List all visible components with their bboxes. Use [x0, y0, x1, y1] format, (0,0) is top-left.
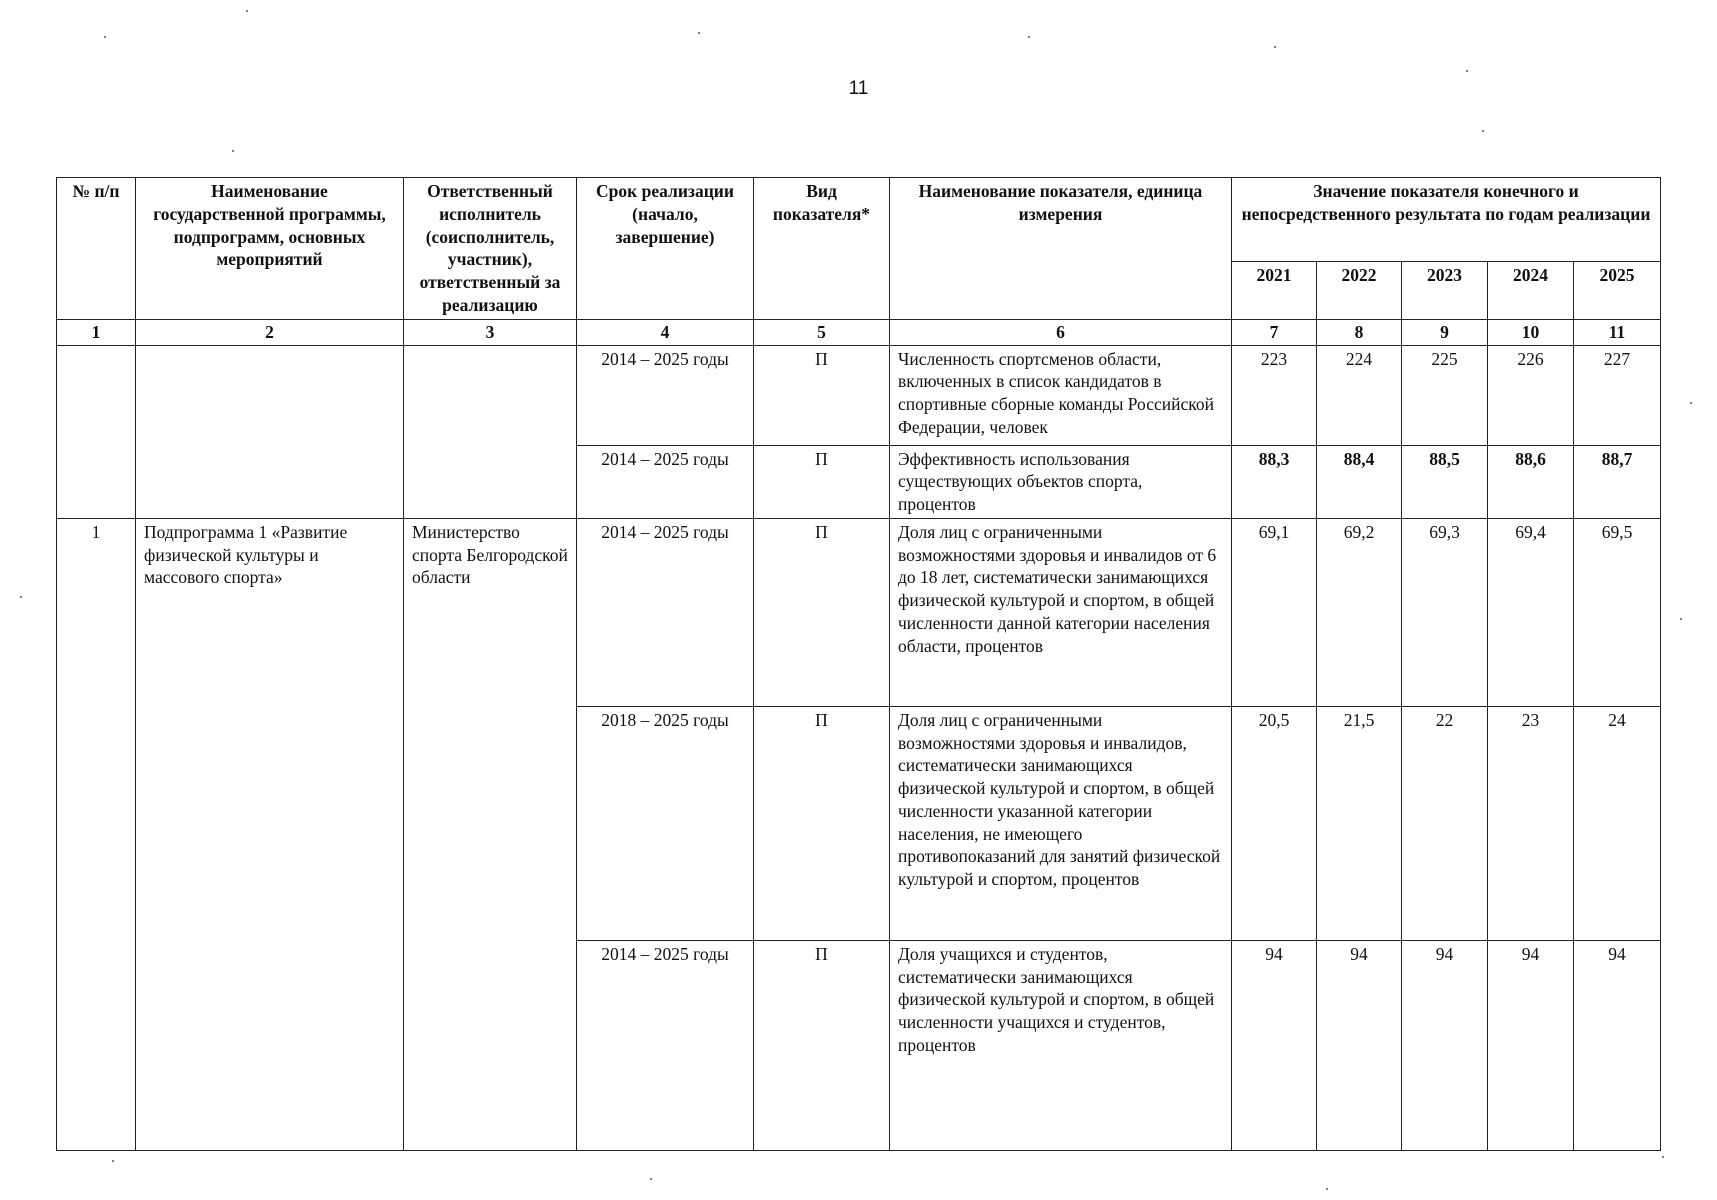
cell-num: 1: [57, 518, 136, 1150]
cell-indicator-name: Доля лиц с ограниченными возможностями здоровья и инвалидов от 6 до 18 лет, систематически занимающихся физической культурой и спортом, в общей численности данной категории населения области, процентов: [890, 518, 1232, 706]
cell-value: 94: [1574, 940, 1661, 1150]
cell-value: 88,6: [1488, 445, 1574, 518]
column-number: 3: [404, 319, 577, 345]
cell-value: 23: [1488, 706, 1574, 940]
header-year: 2022: [1317, 261, 1402, 319]
cell-indicator-name: Доля учащихся и студентов, систематически занимающихся физической культурой и спортом, в общей численности учащихся и студентов, процентов: [890, 940, 1232, 1150]
header-year: 2024: [1488, 261, 1574, 319]
scan-speck: [104, 36, 106, 38]
scan-speck: [1690, 402, 1692, 404]
cell-term: 2014 – 2025 годы: [577, 445, 754, 518]
column-number: 2: [136, 319, 404, 345]
cell-term: 2018 – 2025 годы: [577, 706, 754, 940]
header-indicator-type: Вид показателя*: [754, 178, 890, 320]
cell-term: 2014 – 2025 годы: [577, 518, 754, 706]
cell-indicator-name: Доля лиц с ограниченными возможностями здоровья и инвалидов, систематически занимающихся физической культурой и спортом, в общей численности указанной категории населения, не имеющего противопоказаний для занятий физической культурой и спортом, процентов: [890, 706, 1232, 940]
cell-value: 69,3: [1402, 518, 1488, 706]
cell-indicator-type: П: [754, 518, 890, 706]
cell-value: 20,5: [1232, 706, 1317, 940]
cell-value: 227: [1574, 345, 1661, 445]
cell-num: [57, 345, 136, 518]
header-term: Срок реализации (начало, завершение): [577, 178, 754, 320]
header-executor: Ответственный исполнитель (соисполнитель, участник), ответственный за реализацию: [404, 178, 577, 320]
cell-value: 69,4: [1488, 518, 1574, 706]
cell-value: 69,1: [1232, 518, 1317, 706]
cell-executor: [404, 345, 577, 518]
cell-value: 21,5: [1317, 706, 1402, 940]
cell-value: 88,5: [1402, 445, 1488, 518]
column-numbers-row: [57, 319, 1661, 345]
scan-speck: [1274, 46, 1276, 48]
column-number: 1: [57, 319, 136, 345]
column-number: 5: [754, 319, 890, 345]
scan-speck: [1466, 70, 1468, 72]
scan-speck: [20, 596, 22, 598]
cell-value: 226: [1488, 345, 1574, 445]
cell-value: 223: [1232, 345, 1317, 445]
column-number: 8: [1317, 319, 1402, 345]
cell-executor: Министерство спорта Белгородской области: [404, 518, 577, 1150]
header-year: 2023: [1402, 261, 1488, 319]
cell-value: 94: [1317, 940, 1402, 1150]
cell-value: 88,3: [1232, 445, 1317, 518]
header-program-name: Наименование государственной программы, подпрограмм, основных мероприятий: [136, 178, 404, 320]
column-number: 7: [1232, 319, 1317, 345]
header-values-group: Значение показателя конечного и непосредственного результата по годам реализации: [1232, 178, 1661, 262]
header-indicator-name: Наименование показателя, единица измерения: [890, 178, 1232, 320]
scan-speck: [698, 32, 700, 34]
cell-value: 88,7: [1574, 445, 1661, 518]
scan-speck: [1326, 1188, 1328, 1190]
cell-indicator-type: П: [754, 940, 890, 1150]
cell-indicator-name: Эффективность использования существующих объектов спорта, процентов: [890, 445, 1232, 518]
cell-term: 2014 – 2025 годы: [577, 940, 754, 1150]
scan-speck: [112, 1160, 114, 1162]
indicators-table: [56, 177, 1661, 1151]
header-row: [57, 178, 1661, 262]
page-number: 11: [848, 78, 869, 99]
cell-program-name: [136, 345, 404, 518]
cell-value: 94: [1402, 940, 1488, 1150]
scan-speck: [1680, 618, 1682, 620]
header-year: 2025: [1574, 261, 1661, 319]
cell-value: 94: [1232, 940, 1317, 1150]
header-year: 2021: [1232, 261, 1317, 319]
column-number: 4: [577, 319, 754, 345]
cell-indicator-type: П: [754, 706, 890, 940]
table-row: [57, 518, 1661, 706]
scan-speck: [1482, 130, 1484, 132]
scan-speck: [246, 10, 248, 12]
cell-program-name: Подпрограмма 1 «Развитие физической культуры и массового спорта»: [136, 518, 404, 1150]
table-row: [57, 345, 1661, 445]
cell-value: 69,5: [1574, 518, 1661, 706]
cell-indicator-name: Численность спортсменов области, включенных в список кандидатов в спортивные сборные команды Российской Федерации, человек: [890, 345, 1232, 445]
cell-value: 69,2: [1317, 518, 1402, 706]
scan-speck: [650, 1178, 652, 1180]
cell-value: 88,4: [1317, 445, 1402, 518]
cell-term: 2014 – 2025 годы: [577, 345, 754, 445]
column-number: 6: [890, 319, 1232, 345]
column-number: 10: [1488, 319, 1574, 345]
header-num: № п/п: [57, 178, 136, 320]
cell-value: 24: [1574, 706, 1661, 940]
cell-value: 94: [1488, 940, 1574, 1150]
cell-indicator-type: П: [754, 445, 890, 518]
column-number: 9: [1402, 319, 1488, 345]
column-number: 11: [1574, 319, 1661, 345]
scan-speck: [1662, 1156, 1664, 1158]
cell-value: 22: [1402, 706, 1488, 940]
cell-value: 225: [1402, 345, 1488, 445]
cell-value: 224: [1317, 345, 1402, 445]
scan-speck: [1028, 36, 1030, 38]
scan-speck: [232, 150, 234, 152]
cell-indicator-type: П: [754, 345, 890, 445]
